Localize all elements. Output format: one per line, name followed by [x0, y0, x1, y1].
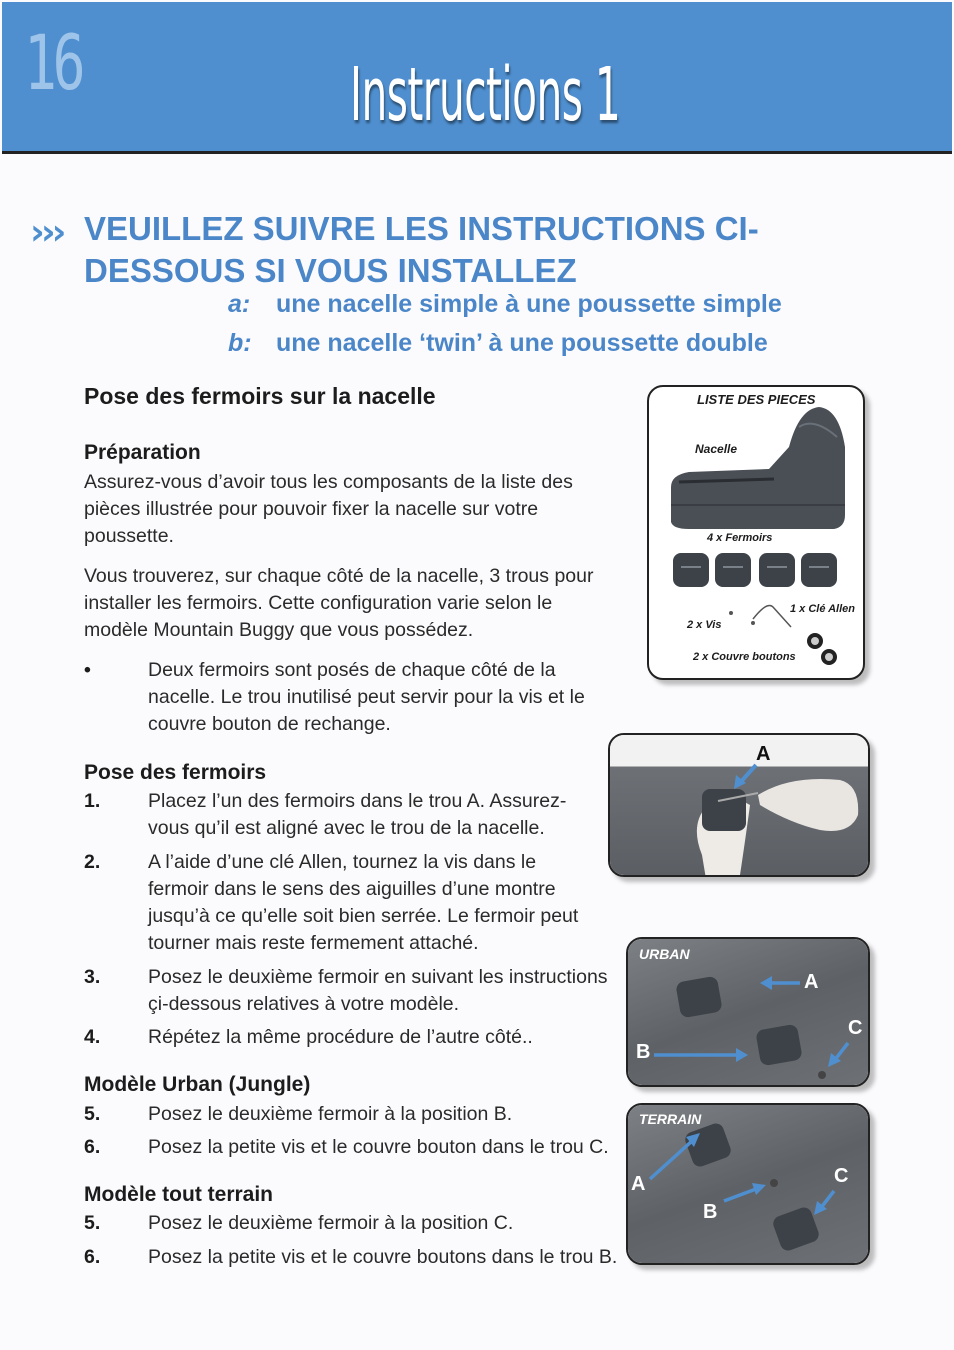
- label-a: A: [804, 971, 819, 993]
- step-number: 1.: [84, 790, 101, 812]
- fitting-title: Pose des fermoirs: [84, 761, 267, 784]
- hand-image: [758, 779, 858, 831]
- main-heading: VEUILLEZ SUIVRE LES INSTRUCTIONS CI-DESSOUS SI VOUS INSTALLEZ: [84, 210, 759, 289]
- label-c: C: [848, 1017, 863, 1039]
- button-cover-icons: [807, 633, 837, 665]
- step-number: 5.: [84, 1212, 101, 1234]
- step-text: Posez le deuxième fermoir à la position C.: [148, 1212, 514, 1234]
- option-b-text: une nacelle ‘twin’ à une poussette double: [276, 329, 768, 357]
- bullet-mark: •: [84, 659, 91, 681]
- chevrons-icon: ›››: [30, 212, 63, 253]
- label-c: C: [834, 1165, 849, 1187]
- part-fermoirs: 4 x Fermoirs: [707, 532, 773, 544]
- latch-image: [702, 789, 746, 831]
- allen-key-icon: [753, 606, 791, 628]
- urban-label: URBAN: [639, 946, 690, 962]
- page-header: [2, 2, 952, 154]
- part-button-covers: 2 x Couvre boutons: [693, 651, 796, 663]
- preparation-para-1: Assurez-vous d’avoir tous les composants de la liste des pièces illustrée pour pouvoir fixer la nacelle sur votre poussette.: [84, 471, 573, 547]
- terrain-label: TERRAIN: [639, 1111, 702, 1127]
- latch-image: [683, 1121, 821, 1253]
- option-b-letter: b:: [228, 329, 252, 357]
- part-allen-key: 1 x Clé Allen: [790, 603, 856, 615]
- terrain-title: Modèle tout terrain: [84, 1183, 274, 1206]
- part-screws: 2 x Vis: [687, 619, 722, 631]
- step-text: Répétez la même procédure de l’autre côté..: [148, 1026, 533, 1048]
- option-a-text: une nacelle simple à une poussette simple: [276, 290, 782, 318]
- step-number: 6.: [84, 1136, 101, 1158]
- label-a: A: [631, 1173, 646, 1195]
- step-number: 6.: [84, 1246, 101, 1268]
- carrycot-image: [671, 407, 845, 529]
- urban-title: Modèle Urban (Jungle): [84, 1073, 311, 1096]
- arrow-icons: [650, 1133, 834, 1215]
- step-text: Posez la petite vis et le couvre boutons dans le trou B.: [148, 1246, 618, 1268]
- urban-photo: [626, 937, 870, 1087]
- step-text: Posez le deuxième fermoir en suivant les instructions çi-dessous relatives à votre modèle.: [148, 966, 608, 1015]
- option-a-letter: a:: [228, 290, 251, 318]
- step-text: Posez le deuxième fermoir à la position B.: [148, 1103, 513, 1125]
- terrain-photo: [626, 1103, 870, 1265]
- page-number: 16: [24, 18, 82, 107]
- step-number: 5.: [84, 1103, 101, 1125]
- bullet-text: Deux fermoirs sont posés de chaque côté de la nacelle. Le trou inutilisé peut servir pour la vis et le couvre bouton de rechange.: [148, 659, 585, 735]
- fitting-photo: [608, 733, 870, 877]
- preparation-title: Préparation: [84, 441, 201, 464]
- section-title: Pose des fermoirs sur la nacelle: [84, 383, 436, 409]
- step-text: A l’aide d’une clé Allen, tournez la vis dans le fermoir dans le sens des aiguilles d’une montre jusqu’à ce qu’elle soit bien serrée. Le fermoir peut tourner mais reste fermement attaché.: [148, 851, 579, 954]
- step-text: Placez l’un des fermoirs dans le trou A. Assurez-vous qu’il est aligné avec le trou de la nacelle.: [148, 790, 567, 839]
- preparation-para-2: Vous trouverez, sur chaque côté de la nacelle, 3 trous pour installer les fermoirs. Cette configuration varie selon le modèle Mountain Buggy que vous possédez.: [84, 565, 594, 641]
- page-title: Instructions 1: [350, 52, 621, 138]
- step-number: 3.: [84, 966, 101, 988]
- label-a: A: [756, 743, 771, 765]
- label-b: B: [636, 1041, 651, 1063]
- part-nacelle: Nacelle: [695, 442, 738, 456]
- step-text: Posez la petite vis et le couvre bouton dans le trou C.: [148, 1136, 609, 1158]
- step-number: 2.: [84, 851, 101, 873]
- latch-icons: [673, 553, 837, 587]
- step-number: 4.: [84, 1026, 101, 1048]
- parts-list-panel: [647, 385, 865, 680]
- label-b: B: [703, 1201, 718, 1223]
- parts-list-title: LISTE DES PIECES: [697, 392, 816, 407]
